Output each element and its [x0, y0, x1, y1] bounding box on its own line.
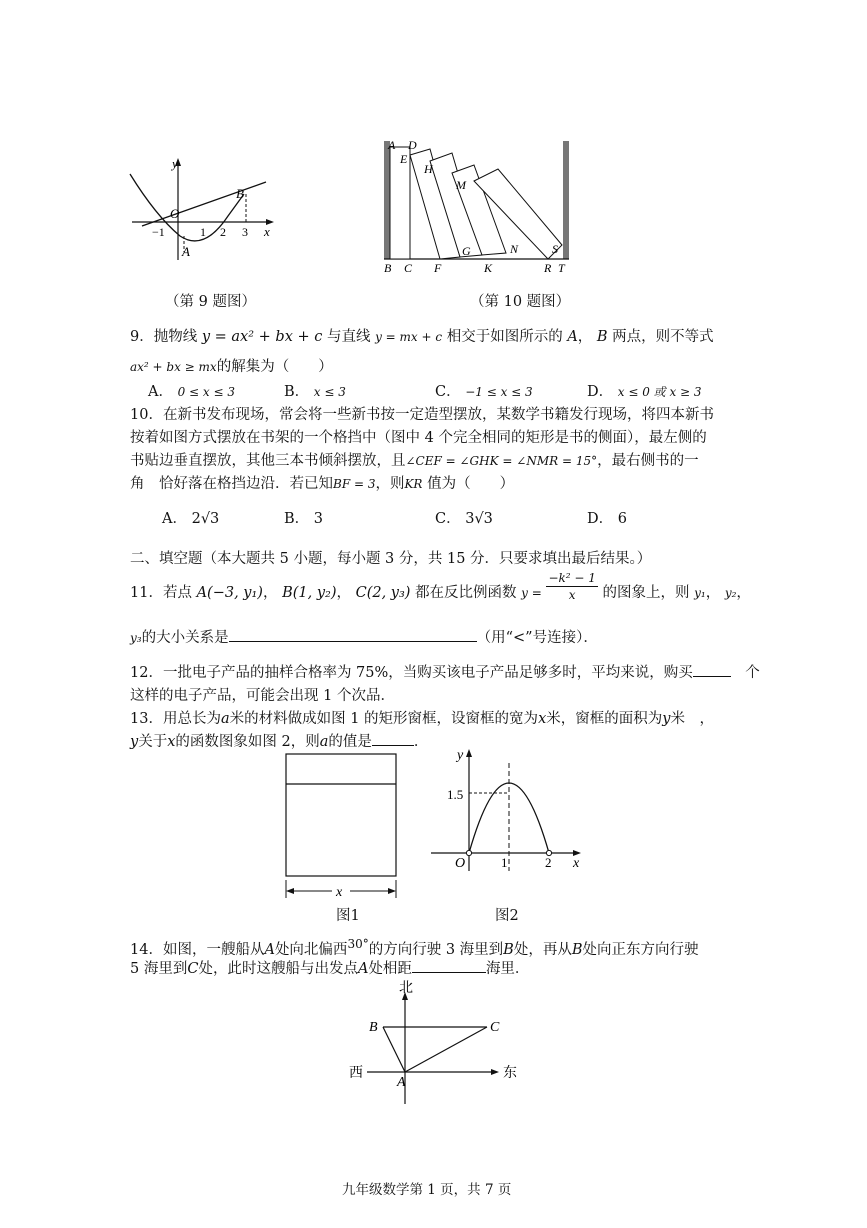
fig10-F: F — [434, 261, 442, 275]
q9-parabola: y = ax² + bx + c — [201, 329, 323, 345]
figure-10 — [378, 135, 578, 275]
q13-answer-blank[interactable] — [372, 731, 414, 746]
q12-line2: 这样的电子产品，可能会出现 1 个次品． — [130, 688, 395, 704]
fig2-tick-1: 1 — [501, 855, 508, 870]
q9-option-d: D． x ≤ 0 或 x ≥ 3 — [587, 384, 702, 400]
q14-line1: 14．如图，一艘船从A处向北偏西$^{30^\circ}$的方向行驶 3 海里到B处，再从B处向正东方向行驶 — [130, 937, 699, 958]
fig10-caption: （第 10 题图） — [470, 294, 571, 310]
q9-with-line: 与直线 — [326, 329, 371, 345]
q14-angle: 30° — [347, 937, 369, 951]
q11-y-eq: y = — [521, 586, 542, 600]
q10-option-b: B． 3 — [284, 511, 323, 527]
q11-point-b: B(1, y₂) — [282, 585, 337, 601]
q14-b-label: B — [369, 1020, 378, 1035]
q9-ineq-suffix: 的解集为（ ） — [216, 359, 333, 375]
fig10-A: A — [388, 138, 396, 152]
fig9-tick-1: 1 — [200, 225, 206, 239]
q14-c-label: C — [490, 1020, 500, 1035]
q10-option-d: D． 6 — [587, 511, 627, 527]
fig10-R: R — [544, 261, 552, 275]
fig9-a-label: A — [182, 244, 190, 259]
fig9-caption: （第 9 题图） — [165, 294, 256, 310]
q10-option-c: C． 3√3 — [435, 511, 493, 527]
fig2-tick-2: 2 — [545, 855, 552, 870]
fig2-o-label: O — [455, 856, 466, 871]
fig10-B: B — [384, 261, 392, 275]
fig10-G: G — [462, 244, 471, 258]
q13-figure-2 — [425, 743, 587, 875]
q10-line3: 书贴边垂直摆放，其他三本书倾斜摆放，且∠CEF = ∠GHK = ∠NMR = 15°，最右侧书的一 — [130, 453, 699, 469]
q11-point-a: A(−3, y₁) — [196, 585, 263, 601]
q14-figure — [345, 980, 525, 1110]
q9-option-c: C． −1 ≤ x ≤ 3 — [435, 384, 533, 400]
q9-point-b: B — [596, 329, 608, 345]
fig9-o-label: O — [170, 206, 180, 221]
q14-west-label: 西 — [349, 1066, 363, 1081]
q11-line1: 11．若点 A(−3, y₁)， B(1, y₂)， C(2, y₃) 都在反比例函数 y = $\frac{\text{−k² − 1}}{x}$ 的图象上，则 y₁， y₂， — [130, 570, 751, 602]
q12-line1: 12．一批电子产品的抽样合格率为 75%，当购买该电子产品足够多时，平均来说，购买 个 — [130, 662, 760, 683]
fig10-S: S — [552, 242, 558, 256]
q13-figure-1 — [280, 748, 406, 903]
q10-line1: 10．在新书发布现场，常会将一些新书按一定造型摆放，某数学书籍发行现场，将四本新书 — [130, 407, 714, 423]
q11-line2: y₃的大小关系是 （用“<”号连接）． — [130, 627, 598, 648]
fig9-tick-neg1: −1 — [152, 225, 165, 239]
fig10-D: D — [408, 138, 417, 152]
q13-line1: 13．用总长为a米的材料做成如图 1 的矩形窗框，设窗框的宽为x米，窗框的面积为y米 ， — [130, 711, 714, 727]
q9-point-a: A — [567, 329, 578, 345]
q9-option-a: A． 0 ≤ x ≤ 3 — [148, 384, 235, 400]
fig10-C: C — [404, 261, 413, 275]
q11-answer-blank[interactable] — [229, 627, 477, 642]
q11-point-c: C(2, y₃) — [355, 585, 411, 601]
q10-kr: KR — [404, 477, 423, 491]
fig2-tick-15: 1.5 — [447, 787, 464, 802]
q12-answer-blank[interactable] — [693, 662, 731, 677]
q11-fraction: $\frac{\text{−k² − 1}}{x}$ — [548, 570, 596, 602]
q9-prefix: 9．抛物线 — [130, 329, 198, 345]
q13-line2: y关于x的函数图象如图 2，则a的值是 ． — [130, 731, 428, 752]
q10-line2: 按着如图方式摆放在书架的一个格挡中（图中 4 个完全相同的矩形是书的侧面），最左侧的 — [130, 430, 707, 446]
section-2-heading: 二、填空题（本大题共 5 小题，每小题 3 分，共 15 分．只要求填出最后结果。） — [130, 551, 652, 567]
q9-line-eq: y = mx + c — [375, 330, 443, 344]
fig10-E: E — [400, 152, 408, 166]
q13-fig2-caption: 图2 — [495, 908, 519, 924]
q14-north-label: 北 — [399, 981, 413, 996]
q14-line2: 5 海里到C处，此时这艘船与出发点A处相距 海里． — [130, 958, 529, 979]
fig10-H: H — [424, 162, 433, 176]
fig2-x-label: x — [573, 856, 580, 871]
fig10-M: M — [456, 178, 466, 192]
q9-comma: ， — [577, 329, 593, 345]
q9-inequality: ax² + bx ≥ mx — [130, 360, 217, 374]
fig9-b-label: B — [236, 186, 244, 201]
q10-angle-eq: ∠CEF = ∠GHK = ∠NMR = 15° — [405, 454, 598, 468]
q9-middle: 相交于如图所示的 — [446, 329, 563, 345]
q10-line4: 角 恰好落在格挡边沿．若已知BF = 3，则KR 值为（ ） — [130, 476, 515, 492]
q9-suffix: 两点，则不等式 — [612, 329, 714, 345]
fig9-tick-2: 2 — [220, 225, 226, 239]
fig10-N: N — [510, 242, 519, 256]
q9-stem — [130, 327, 714, 347]
fig2-y-label: y — [457, 748, 464, 763]
fig10-T: T — [558, 261, 565, 275]
fig1-x-label: x — [336, 885, 343, 900]
fig9-y-label: y — [172, 156, 178, 171]
q10-bf-eq: BF = 3 — [333, 477, 376, 491]
q10-option-a: A． 2√3 — [162, 511, 220, 527]
fig9-x-label: x — [264, 224, 270, 239]
q9-option-b: B． x ≤ 3 — [284, 384, 346, 400]
fig9-tick-3: 3 — [242, 225, 248, 239]
page-footer: 九年级数学第 1 页，共 7 页 — [342, 1182, 512, 1198]
q14-east-label: 东 — [503, 1066, 517, 1081]
q13-fig1-caption: 图1 — [336, 908, 360, 924]
q14-answer-blank[interactable] — [412, 958, 486, 973]
figure-9 — [118, 152, 278, 264]
q14-a-label: A — [397, 1075, 406, 1090]
q9-stem-line2 — [130, 357, 333, 377]
fig10-K: K — [484, 261, 493, 275]
